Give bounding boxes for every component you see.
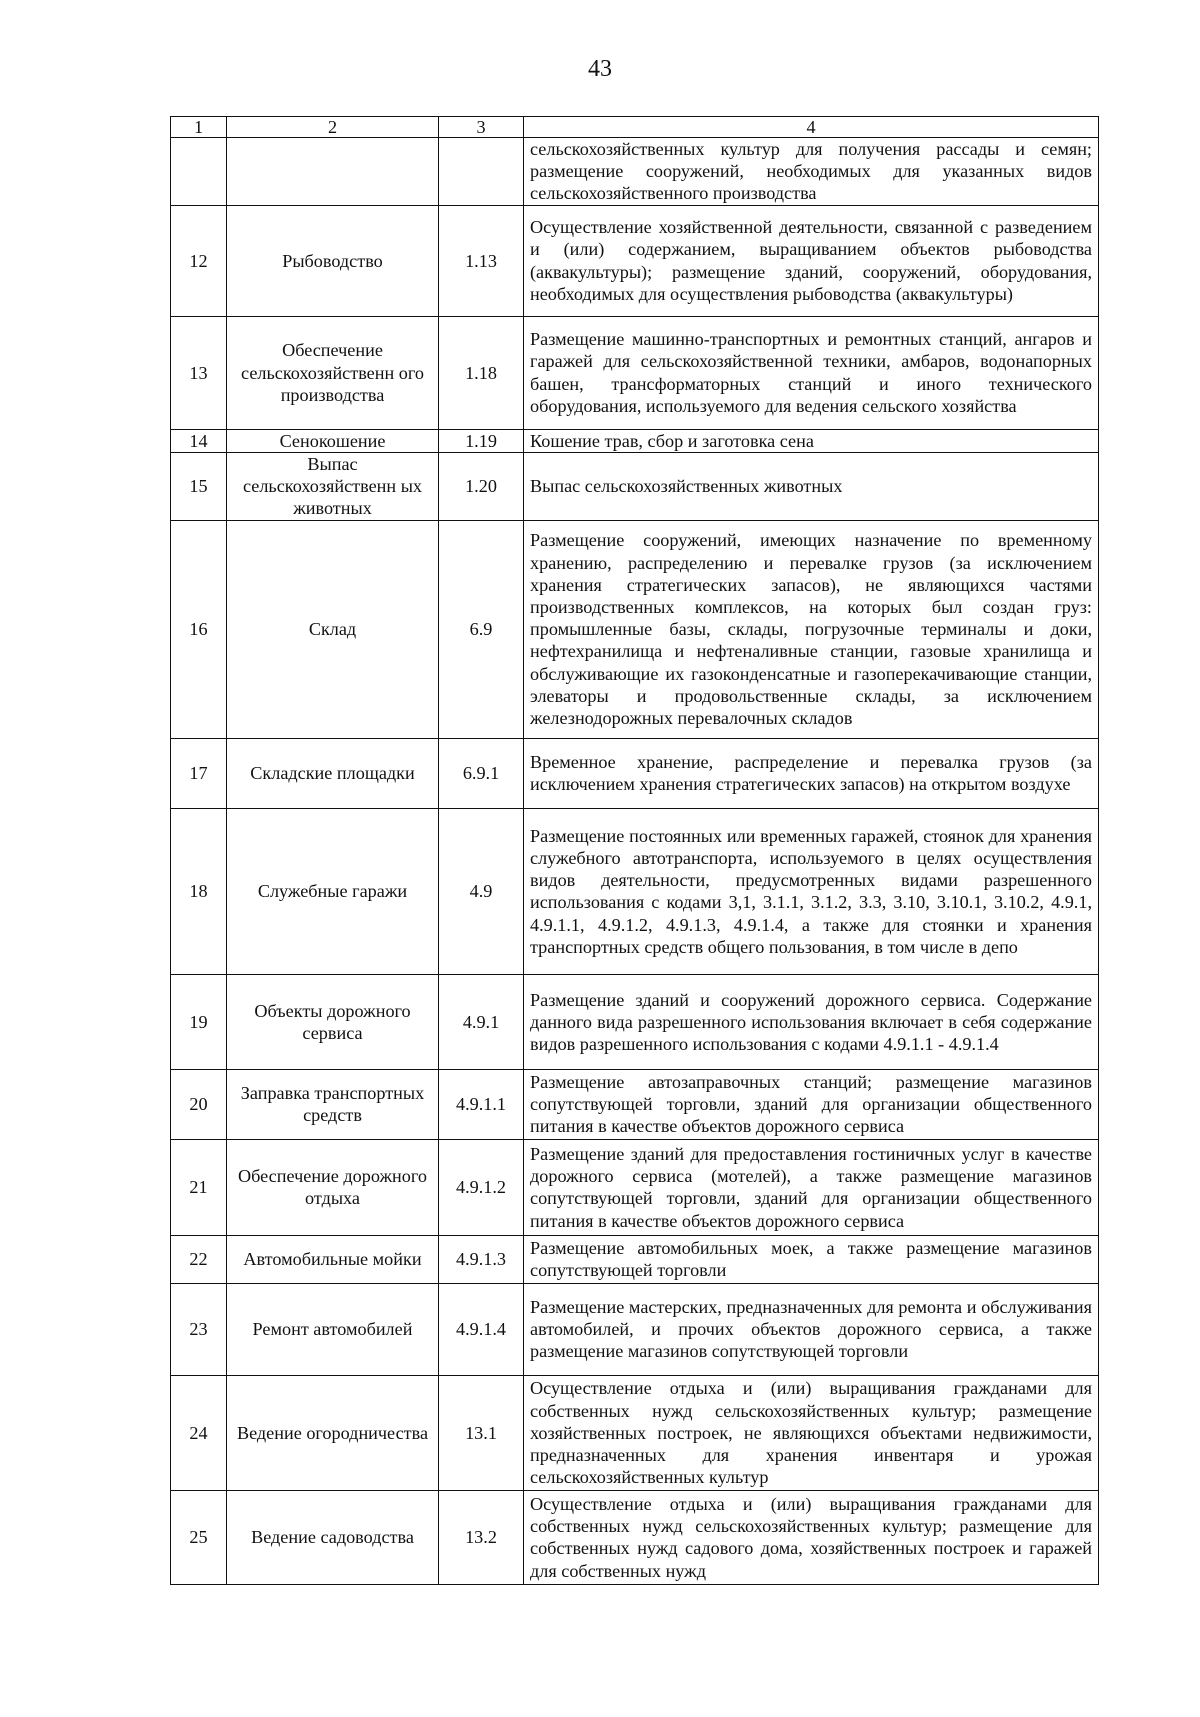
header-col-1: 1	[171, 117, 227, 138]
row-number: 22	[171, 1235, 227, 1283]
use-type-code: 1.18	[439, 316, 524, 429]
table-row	[171, 1235, 1099, 1283]
row-number: 21	[171, 1139, 227, 1235]
use-type-description: Осуществление отдыха и (или) выращивания гражданами для собственных нужд сельскохозяйственных культур; размещение хозяйственных построек, не являющихся объектами недвижимости, предназначенных для хранения инвентаря и урожая сельскохозяйственных культур	[524, 1375, 1099, 1490]
row-number: 17	[171, 738, 227, 808]
row-number	[171, 138, 227, 206]
row-number: 12	[171, 205, 227, 316]
use-type-description: Размещение постоянных или временных гаражей, стоянок для хранения служебного автотранспорта, используемого в целях осуществления видов деятельности, предусмотренных видами разрешенного использования с кодами 3,1, 3.1.1, 3.1.2, 3.3, 3.10, 3.10.1, 3.10.2, 4.9.1, 4.9.1.1, 4.9.1.2, 4.9.1.3, 4.9.1.4, а также для стоянки и хранения транспортных средств общего пользования, в том числе в депо	[524, 808, 1099, 974]
use-type-description: Выпас сельскохозяйственных животных	[524, 452, 1099, 520]
use-type-name: Служебные гаражи	[227, 808, 439, 974]
use-type-code: 4.9.1.4	[439, 1283, 524, 1375]
table-row	[171, 738, 1099, 808]
use-type-description: Кошение трав, сбор и заготовка сена	[524, 429, 1099, 452]
table-row	[171, 1069, 1099, 1139]
use-type-name: Ремонт автомобилей	[227, 1283, 439, 1375]
use-type-name: Рыбоводство	[227, 205, 439, 316]
use-type-description: Размещение зданий и сооружений дорожного сервиса. Содержание данного вида разрешенного использования включает в себя содержание видов разрешенного использования с кодами 4.9.1.1 - 4.9.1.4	[524, 974, 1099, 1069]
use-type-description: Размещение мастерских, предназначенных для ремонта и обслуживания автомобилей, и прочих объектов дорожного сервиса, а также размещение магазинов сопутствующей торговли	[524, 1283, 1099, 1375]
row-number: 19	[171, 974, 227, 1069]
use-type-name: Склад	[227, 520, 439, 738]
table-row	[171, 1283, 1099, 1375]
use-type-code: 13.2	[439, 1490, 524, 1584]
page-number: 43	[588, 56, 612, 82]
row-number: 24	[171, 1375, 227, 1490]
row-number: 15	[171, 452, 227, 520]
use-type-description: Размещение зданий для предоставления гостиничных услуг в качестве дорожного сервиса (мотелей), а также размещение магазинов сопутствующей торговли, зданий для организации общественного питания в качестве объектов дорожного сервиса	[524, 1139, 1099, 1235]
header-col-2: 2	[227, 117, 439, 138]
land-use-table	[170, 116, 1099, 1585]
table-row	[171, 974, 1099, 1069]
use-type-code: 1.19	[439, 429, 524, 452]
use-type-code: 4.9.1.1	[439, 1069, 524, 1139]
table-row	[171, 452, 1099, 520]
use-type-description: Размещение машинно-транспортных и ремонтных станций, ангаров и гаражей для сельскохозяйственной техники, амбаров, водонапорных башен, трансформаторных станций и иного технического оборудования, используемого для ведения сельского хозяйства	[524, 316, 1099, 429]
row-number: 23	[171, 1283, 227, 1375]
use-type-name	[227, 138, 439, 206]
row-number: 13	[171, 316, 227, 429]
use-type-name: Обеспечение дорожного отдыха	[227, 1139, 439, 1235]
use-type-code: 1.20	[439, 452, 524, 520]
use-type-description: Размещение автозаправочных станций; размещение магазинов сопутствующей торговли, зданий для организации общественного питания в качестве объектов дорожного сервиса	[524, 1069, 1099, 1139]
use-type-description: Временное хранение, распределение и перевалка грузов (за исключением хранения стратегических запасов) на открытом воздухе	[524, 738, 1099, 808]
table-row	[171, 429, 1099, 452]
use-type-name: Сенокошение	[227, 429, 439, 452]
use-type-code	[439, 138, 524, 206]
table-row	[171, 520, 1099, 738]
header-col-3: 3	[439, 117, 524, 138]
use-type-code: 4.9.1.3	[439, 1235, 524, 1283]
use-type-code: 13.1	[439, 1375, 524, 1490]
table-row	[171, 1139, 1099, 1235]
row-number: 16	[171, 520, 227, 738]
use-type-name: Объекты дорожного сервиса	[227, 974, 439, 1069]
use-type-name: Складские площадки	[227, 738, 439, 808]
use-type-name: Ведение садоводства	[227, 1490, 439, 1584]
row-number: 20	[171, 1069, 227, 1139]
use-type-description: сельскохозяйственных культур для получения рассады и семян; размещение сооружений, необходимых для указанных видов сельскохозяйственного производства	[524, 138, 1099, 206]
use-type-description: Размещение сооружений, имеющих назначение по временному хранению, распределению и перевалке грузов (за исключением хранения стратегических запасов), не являющихся частями производственных комплексов, на которых был создан груз: промышленные базы, склады, погрузочные терминалы и доки, нефтехранилища и нефтеналивные станции, газовые хранилища и обслуживающие их газоконденсатные и газоперекачивающие станции, элеваторы и продовольственные склады, за исключением железнодорожных перевалочных складов	[524, 520, 1099, 738]
table-row	[171, 1375, 1099, 1490]
table-header-row	[171, 117, 1099, 138]
header-col-4: 4	[524, 117, 1099, 138]
table-row	[171, 808, 1099, 974]
use-type-description: Размещение автомобильных моек, а также размещение магазинов сопутствующей торговли	[524, 1235, 1099, 1283]
use-type-description: Осуществление хозяйственной деятельности, связанной с разведением и (или) содержанием, выращиванием объектов рыбоводства (аквакультуры); размещение зданий, сооружений, оборудования, необходимых для осуществления рыбоводства (аквакультуры)	[524, 205, 1099, 316]
table-row	[171, 205, 1099, 316]
use-type-code: 6.9	[439, 520, 524, 738]
use-type-name: Заправка транспортных средств	[227, 1069, 439, 1139]
use-type-code: 4.9.1.2	[439, 1139, 524, 1235]
use-type-name: Выпас сельскохозяйственн ых животных	[227, 452, 439, 520]
use-type-description: Осуществление отдыха и (или) выращивания гражданами для собственных нужд сельскохозяйственных культур; размещение для собственных нужд садового дома, хозяйственных построек и гаражей для собственных нужд	[524, 1490, 1099, 1584]
table-row	[171, 138, 1099, 206]
use-type-code: 4.9.1	[439, 974, 524, 1069]
row-number: 18	[171, 808, 227, 974]
use-type-name: Обеспечение сельскохозяйственн ого производства	[227, 316, 439, 429]
use-type-code: 1.13	[439, 205, 524, 316]
row-number: 25	[171, 1490, 227, 1584]
table-row	[171, 316, 1099, 429]
use-type-name: Автомобильные мойки	[227, 1235, 439, 1283]
row-number: 14	[171, 429, 227, 452]
use-type-code: 4.9	[439, 808, 524, 974]
use-type-name: Ведение огородничества	[227, 1375, 439, 1490]
table-row	[171, 1490, 1099, 1584]
use-type-code: 6.9.1	[439, 738, 524, 808]
